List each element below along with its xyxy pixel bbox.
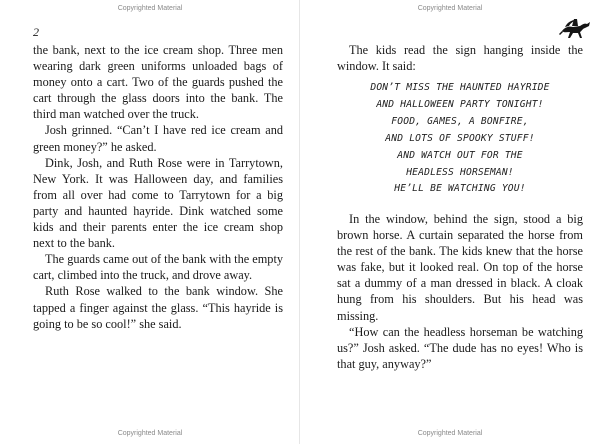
- sign-line: AND WATCH OUT FOR THE: [397, 149, 523, 161]
- paragraph: The kids read the sign hanging inside the window. It said:: [337, 43, 583, 74]
- sign-line: AND HALLOWEEN PARTY TONIGHT!: [376, 98, 544, 110]
- sign-line: HEADLESS HORSEMAN!: [406, 166, 514, 178]
- copyright-notice-bottom: Copyrighted Material: [117, 430, 183, 437]
- copyright-notice-top: Copyrighted Material: [417, 5, 483, 12]
- window-sign: [337, 80, 583, 198]
- paragraph: Dink, Josh, and Ruth Rose were in Tarrytown, New York. It was Halloween day, and families from all over had come to Tarrytown for a big party and haunted hayride. Dink watched some kids and their parents enter the ice cream shop next to the bank.: [33, 155, 283, 251]
- sign-line: AND LOTS OF SPOOKY STUFF!: [385, 132, 535, 144]
- paragraph: In the window, behind the sign, stood a big brown horse. A curtain separated the horse from the rest of the bank. The kids knew that the horse was fake, but it looked real. On top of the horse sat a dummy of a man dressed in black. A cloak hung from his shoulders. But his head was missing.: [337, 212, 583, 323]
- sign-line: HE’LL BE WATCHING YOU!: [394, 183, 526, 195]
- right-body-text: [337, 211, 583, 372]
- copyright-notice-bottom: Copyrighted Material: [417, 430, 483, 437]
- headless-horseman-icon: [558, 14, 592, 40]
- paragraph: “How can the headless horseman be watching us?” Josh asked. “The dude has no eyes! Who is that guy, anyway?”: [337, 324, 583, 371]
- right-page: [300, 0, 600, 444]
- paragraph: the bank, next to the ice cream shop. Three men wearing dark green uniforms unloaded bags of money onto a cart. Two of the guards pushed the cart through the glass doors into the bank. The third man watched over the truck.: [33, 43, 283, 122]
- sign-line: DON’T MISS THE HAUNTED HAYRIDE: [370, 82, 550, 93]
- left-body-text: [33, 42, 283, 332]
- copyright-notice-top: Copyrighted Material: [117, 5, 183, 12]
- paragraph: Ruth Rose walked to the bank window. She tapped a finger against the glass. “This hayride is going to be so cool!” she said.: [33, 284, 283, 331]
- right-intro-text: [337, 42, 583, 74]
- paragraph: Josh grinned. “Can’t I have red ice cream and green money?” he asked.: [33, 123, 283, 154]
- sign-line: FOOD, GAMES, A BONFIRE,: [391, 115, 529, 127]
- page-number: 2: [33, 25, 39, 39]
- paragraph: The guards came out of the bank with the empty cart, climbed into the truck, and drove away.: [33, 252, 284, 283]
